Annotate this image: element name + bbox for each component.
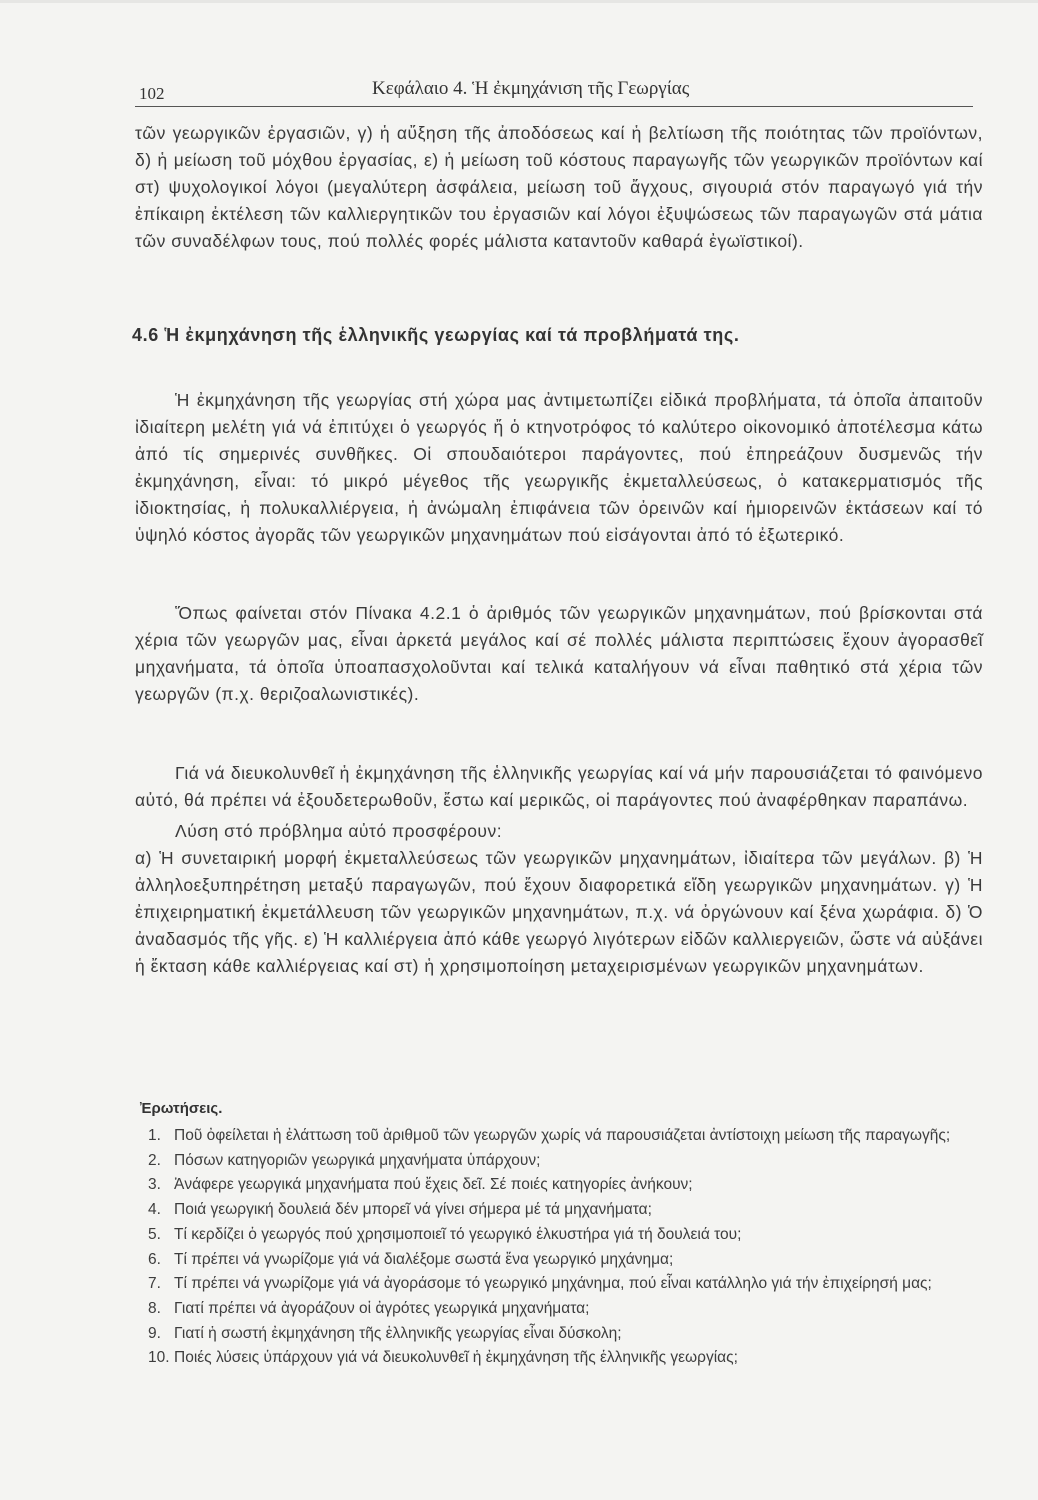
questions-title: Ἐρωτήσεις. — [140, 1100, 223, 1117]
question-number: 8. — [148, 1299, 161, 1317]
question-item — [148, 1248, 996, 1273]
section-paragraph: Γιά νά διευκολυνθεῖ ἡ ἐκμηχάνηση τῆς ἑλληνικῆς γεωργίας καί νά μήν παρουσιάζεται τό φαινόμενο αὐτό, θά πρέπει νά ἐξουδετερωθοῦν, ἔστω καί μερικῶς, οἱ παράγοντες πού ἀναφέρθηκαν παραπάνω. — [135, 763, 983, 810]
question-number: 2. — [148, 1151, 161, 1169]
section-heading: 4.6 Ἡ ἐκμηχάνηση τῆς ἑλληνικῆς γεωργίας καί τά προβλήματά της. — [132, 325, 740, 345]
question-number: 5. — [148, 1225, 161, 1243]
questions-list — [148, 1124, 996, 1371]
section-paragraph: Λύση στό πρόβλημα αὐτό προσφέρουν: — [175, 821, 503, 841]
question-item — [148, 1322, 996, 1347]
intro-paragraph: τῶν γεωργικῶν ἐργασιῶν, γ) ἡ αὔξηση τῆς ἀποδόσεως καί ἡ βελτίωση τῆς ποιότητας τῶν προϊόντων, δ) ἡ μείωση τοῦ μόχθου ἐργασίας, ε) ἡ μείωση τοῦ κόστους παραγωγῆς τῶν γεωργικῶν προϊόντων καί στ) ψυχολογικοί λόγοι (μεγαλύτερη ἀσφάλεια, μείωση τοῦ ἄγχους, σιγουριά στόν παραγωγό γιά τήν ἐπίκαιρη ἐκτέλεση τῶν καλλιεργητικῶν του ἐργασιῶν καί λόγοι ἐξυψώσεως τῶν παραγωγῶν στά μάτια τῶν συναδέλφων τους, πού πολλές φορές μάλιστα καταντοῦν καθαρά ἐγωϊστικοί). — [135, 123, 983, 251]
question-text: Ποῦ ὀφείλεται ἡ ἐλάττωση τοῦ ἀριθμοῦ τῶν γεωργῶν χωρίς νά παρουσιάζεται ἀντίστοιχη μείωση τῆς παραγωγῆς; — [174, 1127, 951, 1144]
question-item — [148, 1297, 996, 1322]
section-paragraph: Ὅπως φαίνεται στόν Πίνακα 4.2.1 ὁ ἀριθμός τῶν γεωργικῶν μηχανημάτων, πού βρίσκονται στά χέρια τῶν γεωργῶν μας, εἶναι ἀρκετά μεγάλος καί σέ πολλές μάλιστα περιπτώσεις ἔχουν ἀγορασθεῖ μηχανήματα, τά ὁποῖα ὑποαπασχολοῦνται καί τελικά καταλήγουν νά εἶναι παθητικό στά χέρια τῶν γεωργῶν (π.χ. θεριζοαλωνιστικές). — [135, 603, 983, 704]
question-text: Τί πρέπει νά γνωρίζομε γιά νά ἀγοράσομε τό γεωργικό μηχάνημα, πού εἶναι κατάλληλο γιά τήν ἐπιχείρησή μας; — [174, 1275, 932, 1293]
solutions-paragraph: α) Ἡ συνεταιρική μορφή ἐκμεταλλεύσεως τῶν γεωργικῶν μηχανημάτων, ἰδιαίτερα τῶν μεγάλων. β) Ἡ ἀλληλοεξυπηρέτηση μεταξύ παραγωγῶν, πού ἔχουν διαφορετικά εἴδη γεωργικῶν μηχανημάτων. γ) Ἡ ἐπιχειρηματική ἐκμετάλλευση τῶν γεωργικῶν μηχανημάτων, π.χ. νά ὀργώνουν καί ξένα χωράφια. δ) Ὁ ἀναδασμός τῆς γῆς. ε) Ἡ καλλιέργεια ἀπό κάθε γεωργό λιγότερων εἰδῶν καλλιεργειῶν, ὥστε νά αὐξάνει ἡ ἔκταση κάθε καλλιέργειας καί στ) ἡ χρησιμοποίηση μεταχειρισμένων γεωργικῶν μηχανημάτων. — [135, 848, 983, 976]
question-item — [148, 1149, 996, 1174]
question-text: Ποιά γεωργική δουλειά δέν μπορεῖ νά γίνει σήμερα μέ τά μηχανήματα; — [174, 1201, 652, 1219]
question-number: 10. — [148, 1349, 170, 1367]
question-text: Ἀνάφερε γεωργικά μηχανήματα πού ἔχεις δεῖ. Σέ ποιές κατηγορίες ἀνήκουν; — [174, 1176, 693, 1194]
question-item — [148, 1272, 996, 1297]
question-text: Τί πρέπει νά γνωρίζομε γιά νά διαλέξομε σωστά ἕνα γεωργικό μηχάνημα; — [174, 1250, 674, 1268]
question-number: 3. — [148, 1176, 161, 1194]
page-header — [135, 76, 973, 107]
question-item — [148, 1173, 996, 1198]
page-number: 102 — [139, 84, 165, 103]
question-item — [148, 1198, 996, 1223]
question-item — [148, 1223, 996, 1248]
question-number: 1. — [148, 1127, 161, 1144]
question-text: Τί κερδίζει ὁ γεωργός πού χρησιμοποιεῖ τό γεωργικό ἑλκυστήρα γιά τή δουλειά του; — [174, 1225, 742, 1243]
section-paragraph: Ἡ ἐκμηχάνηση τῆς γεωργίας στή χώρα μας ἀντιμετωπίζει εἰδικά προβλήματα, τά ὁποῖα ἀπαιτοῦν ἰδιαίτερη μελέτη γιά νά ἐπιτύχει ὁ γεωργός ἤ ὁ κτηνοτρόφος τό καλύτερο οἰκονομικό ἀποτέλεσμα κάτω ἀπό τίς σημερινές συνθῆκες. Οἱ σπουδαιότεροι παράγοντες, πού ἐπηρεάζουν δυσμενῶς τήν ἐκμηχάνηση, εἶναι: τό μικρό μέγεθος τῆς γεωργικῆς ἐκμεταλλεύσεως, ὁ κατακερματισμός τῆς ἰδιοκτησίας, ἡ πολυκαλλιέργεια, ἡ ἀνώμαλη ἐπιφάνεια τῶν ὀρεινῶν καί ἡμιορεινῶν ἐκτάσεων καί τό ὑψηλό κόστος ἀγορᾶς τῶν γεωργικῶν μηχανημάτων πού εἰσάγονται ἀπό τό ἐξωτερικό. — [135, 390, 983, 545]
question-text: Γιατί πρέπει νά ἀγοράζουν οἱ ἀγρότες γεωργικά μηχανήματα; — [174, 1299, 590, 1317]
question-text: Πόσων κατηγοριῶν γεωργικά μηχανήματα ὑπάρχουν; — [174, 1151, 541, 1169]
question-text: Ποιές λύσεις ὑπάρχουν γιά νά διευκολυνθεῖ ἡ ἐκμηχάνηση τῆς ἑλληνικῆς γεωργίας; — [174, 1349, 738, 1367]
question-number: 4. — [148, 1201, 161, 1219]
running-title: Κεφάλαιο 4. Ἡ ἐκμηχάνιση τῆς Γεωργίας — [372, 78, 690, 99]
page-edge — [0, 0, 1038, 3]
question-text: Γιατί ἡ σωστή ἐκμηχάνηση τῆς ἑλληνικῆς γεωργίας εἶναι δύσκολη; — [174, 1324, 622, 1342]
question-item — [148, 1124, 996, 1149]
question-number: 6. — [148, 1250, 161, 1268]
question-number: 7. — [148, 1275, 161, 1293]
question-item — [148, 1346, 996, 1371]
question-number: 9. — [148, 1324, 161, 1342]
